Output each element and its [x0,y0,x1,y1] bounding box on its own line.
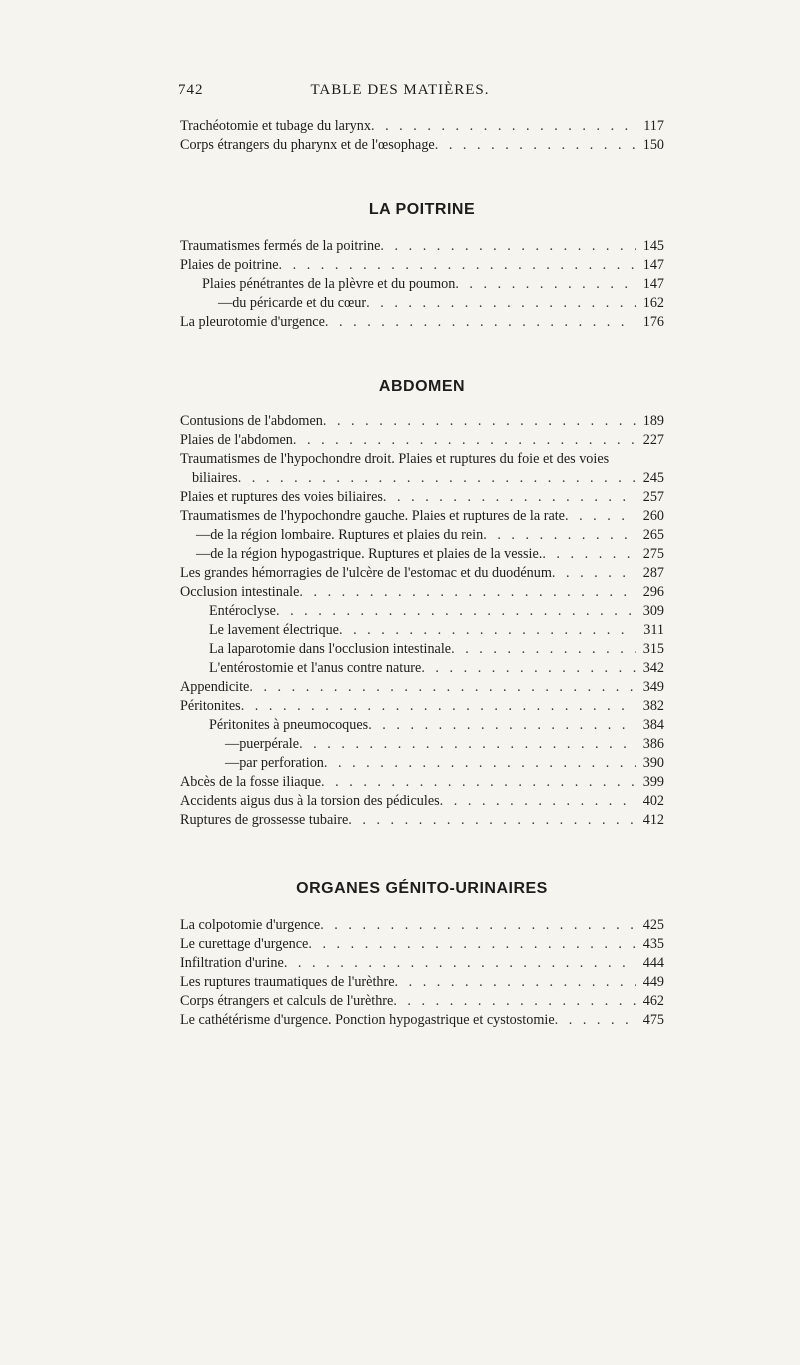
toc-entry: Péritonites . . . 382 [180,697,664,716]
toc-entry: Plaies pénétrantes de la plèvre et du poumon . . . 147 [180,275,664,294]
toc-entry: Traumatismes fermés de la poitrine . . . 145 [180,237,664,256]
toc-entry: Plaies et ruptures des voies biliaires . . . 257 [180,488,664,507]
toc-entry: Plaies de poitrine . . . 147 [180,256,664,275]
section-heading-organes: ORGANES GÉNITO-URINAIRES [296,880,548,897]
toc-entry: Les grandes hémorragies de l'ulcère de l'estomac et du duodénum . . . 287 [180,564,664,583]
toc-entry: — de la région lombaire. Ruptures et plaies du rein . . . 265 [180,526,664,545]
toc-entry: Accidents aigus dus à la torsion des pédicules . . . 402 [180,792,664,811]
toc-entry: L'entérostomie et l'anus contre nature . . . 342 [180,659,664,678]
toc-entry: Appendicite . . . 349 [180,678,664,697]
toc-entry: Occlusion intestinale . . . 296 [180,583,664,602]
toc-entry: Le lavement électrique . . . 311 [180,621,664,640]
toc-entry: — puerpérale . . . 386 [180,735,664,754]
toc-page-number: 150 [642,137,664,153]
toc-entry: biliaires . . . 245 [180,469,664,488]
toc-entry: La colpotomie d'urgence . . . 425 [180,916,664,935]
section-heading-poitrine: LA POITRINE [368,201,476,218]
section-heading-abdomen: ABDOMEN [378,378,466,395]
page-number: 742 [178,82,204,98]
toc-entry: — du péricarde et du cœur . . . 162 [180,294,664,313]
table-of-contents [180,117,664,1030]
toc-entry: Le cathétérisme d'urgence. Ponction hypogastrique et cystostomie . . . 475 [180,1011,664,1030]
toc-entry: Ruptures de grossesse tubaire . . . 412 [180,811,664,830]
toc-entry: Corps étrangers et calculs de l'urèthre . . . 462 [180,992,664,1011]
toc-entry: Les ruptures traumatiques de l'urèthre . . . 449 [180,973,664,992]
toc-entry: — de la région hypogastrique. Ruptures et plaies de la vessie. . . . 275 [180,545,664,564]
toc-entry: Corps étrangers du pharynx et de l'œsophage . . . 150 [180,136,664,155]
header-title: TABLE DES MATIÈRES. [310,82,490,98]
toc-entry: La laparotomie dans l'occlusion intestinale . . . 315 [180,640,664,659]
toc-page-number: 117 [643,118,664,134]
toc-entry: Contusions de l'abdomen . . . 189 [180,412,664,431]
toc-entry: Abcès de la fosse iliaque . . . 399 [180,773,664,792]
toc-entry: Péritonites à pneumocoques . . . 384 [180,716,664,735]
toc-entry: Le curettage d'urgence . . . 435 [180,935,664,954]
toc-entry: Traumatismes de l'hypochondre gauche. Plaies et ruptures de la rate . . . 260 [180,507,664,526]
toc-entry: Trachéotomie et tubage du larynx . . . 117 [180,117,664,136]
toc-entry: Entéroclyse . . . 309 [180,602,664,621]
toc-entry: — par perforation . . . 390 [180,754,664,773]
toc-entry: Infiltration d'urine . . . 444 [180,954,664,973]
toc-entry: La pleurotomie d'urgence . . . 176 [180,313,664,332]
toc-entry-first-line: Traumatismes de l'hypochondre droit. Plaies et ruptures du foie et des voies [180,451,610,467]
toc-entry: Plaies de l'abdomen . . . 227 [180,431,664,450]
